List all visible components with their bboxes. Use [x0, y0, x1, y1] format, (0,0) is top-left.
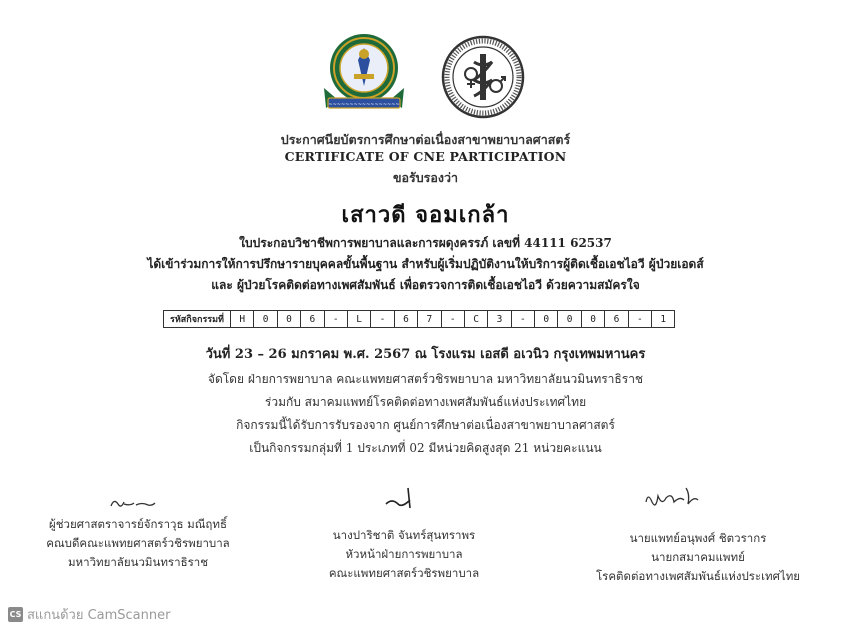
activity-code-char: - [324, 311, 347, 328]
signature-middle-mark [380, 484, 420, 514]
signatory-middle-title-2: คณะแพทยศาสตร์วชิรพยาบาล [328, 566, 480, 580]
activity-code-char: C [464, 311, 487, 328]
license-line: ใบประกอบวิชาชีพการพยาบาลและการผดุงครรภ์ เลขที่ 44111 62537 [239, 236, 612, 250]
camscanner-icon: CS [8, 607, 23, 622]
activity-code-char: - [511, 311, 534, 328]
organizer-line: จัดโดย ฝ่ายการพยาบาล คณะแพทยศาสตร์วชิรพยาบาล มหาวิทยาลัยนวมินทราธิราช [207, 372, 644, 386]
signatory-right [568, 529, 828, 586]
activity-code-char: 6 [394, 311, 417, 328]
activity-code-char: 3 [488, 311, 511, 328]
activity-code-char: 0 [581, 311, 604, 328]
partner-line: ร่วมกับ สมาคมแพทย์โรคติดต่อทางเพศสัมพันธ์แห่งประเทศไทย [264, 395, 587, 409]
certify-text: ขอรับรองว่า [392, 170, 459, 185]
camscanner-text: สแกนด้วย CamScanner [27, 608, 171, 623]
signatory-left [18, 515, 258, 572]
signature-right-mark [642, 484, 702, 512]
signatory-middle-name: นางปาริชาติ จันทร์สุนทราพร [332, 528, 476, 542]
signatory-left-title-1: คณบดีคณะแพทยศาสตร์วชิรพยาบาล [46, 536, 230, 550]
activity-code-char: - [371, 311, 394, 328]
activity-code-char: 0 [558, 311, 581, 328]
activity-code-char: 0 [277, 311, 300, 328]
university-emblem-icon [318, 30, 410, 116]
activity-code-char: 6 [301, 311, 324, 328]
activity-code-char: H [231, 311, 254, 328]
svg-text:~~~~~~~~~~~~~~~~~: ~~~~~~~~~~~~~~~~~ [328, 102, 400, 108]
activity-code-char: L [347, 311, 370, 328]
credits-line: เป็นกิจกรรมกลุ่มที่ 1 ประเภทที่ 02 มีหน่วยคิดสูงสุด 21 หน่วยคะแนน [249, 441, 602, 455]
signatory-right-name: นายแพทย์อนุพงศ์ ชิตวรากร [629, 531, 767, 545]
statement-line-1: ได้เข้าร่วมการให้การปรึกษารายบุคคลขั้นพื้นฐาน สำหรับผู้เริ่มปฏิบัติงานให้บริการผู้ติดเชื้อเอชไอวี ผู้ป่วยเอดส์ [147, 257, 704, 271]
signatory-right-title-1: นายกสมาคมแพทย์ [651, 550, 745, 564]
activity-code-label: รหัสกิจกรรมที่ [164, 311, 231, 328]
camscanner-watermark [8, 604, 170, 625]
signatory-left-title-2: มหาวิทยาลัยนวมินทราธิราช [67, 555, 209, 569]
activity-code-char: - [628, 311, 651, 328]
accreditation-line: กิจกรรมนี้ได้รับการรับรองจาก ศูนย์การศึกษาต่อเนื่องสาขาพยาบาลศาสตร์ [236, 418, 615, 432]
recipient-name: เสาวดี จอมเกล้า [341, 202, 510, 228]
event-date-venue: วันที่ 23 – 26 มกราคม พ.ศ. 2567 ณ โรงแรม เอสดี อเวนิว กรุงเทพมหานคร [205, 347, 646, 362]
sti-society-seal-icon [440, 34, 526, 120]
certificate-title-english: CERTIFICATE OF CNE PARTICIPATION [284, 149, 567, 164]
activity-code-char: 0 [254, 311, 277, 328]
signatory-middle [304, 526, 504, 583]
activity-code-char: 1 [652, 311, 675, 328]
signature-left-mark [108, 494, 158, 514]
signatory-left-name: ผู้ช่วยศาสตราจารย์จักราวุธ มณีฤทธิ์ [48, 517, 227, 531]
activity-code-char: 0 [535, 311, 558, 328]
signatory-right-title-2: โรคติดต่อทางเพศสัมพันธ์แห่งประเทศไทย [595, 569, 801, 583]
activity-code-char: 7 [418, 311, 441, 328]
signatory-middle-title-1: หัวหน้าฝ่ายการพยาบาล [345, 547, 463, 561]
certificate-title-thai: ประกาศนียบัตรการศึกษาต่อเนื่องสาขาพยาบาลศาสตร์ [280, 132, 571, 147]
statement-line-2: และ ผู้ป่วยโรคติดต่อทางเพศสัมพันธ์ เพื่อตรวจการติดเชื้อเอชไอวี ด้วยความสมัครใจ [211, 278, 640, 292]
activity-code-table [163, 310, 675, 328]
activity-code-char: - [441, 311, 464, 328]
activity-code-char: 6 [605, 311, 628, 328]
